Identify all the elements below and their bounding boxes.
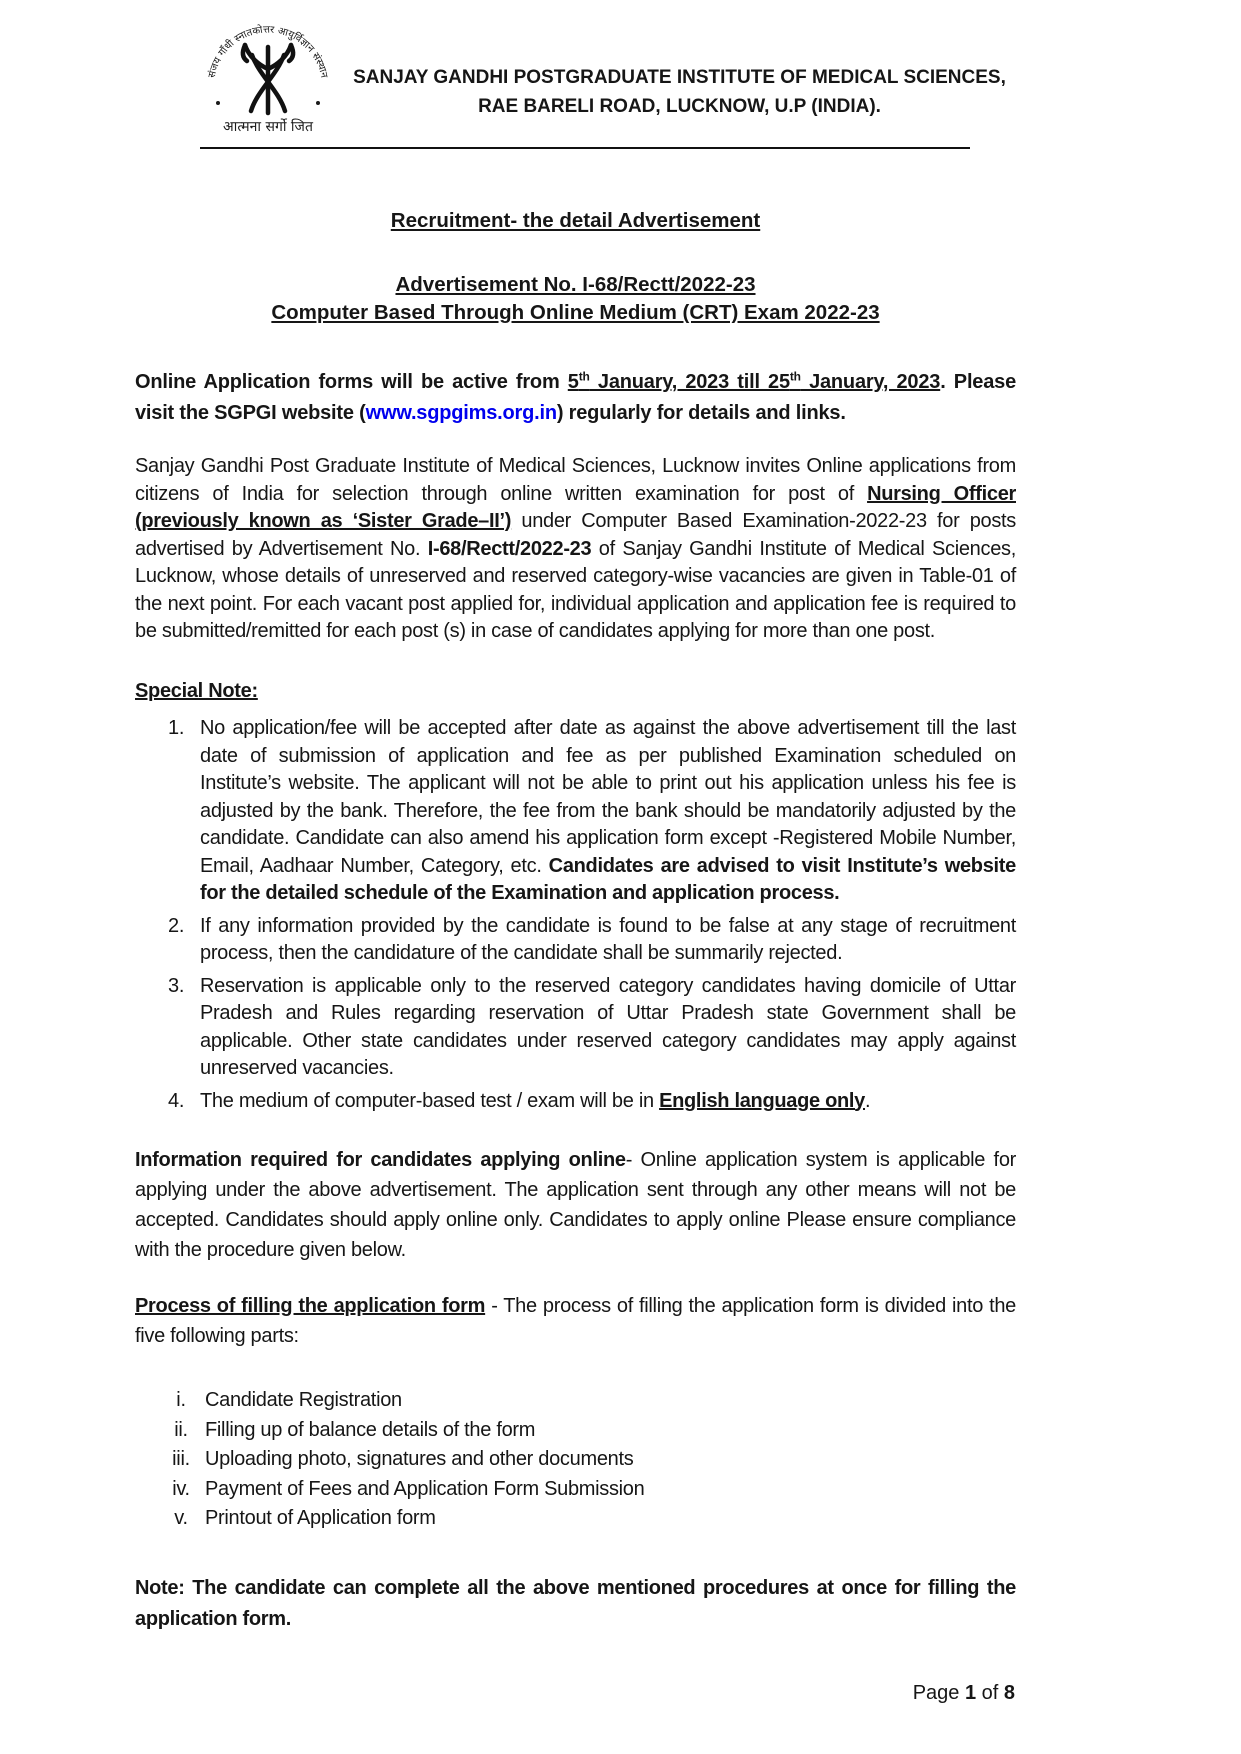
step-number: iii. [172, 1448, 190, 1470]
special-note-item-3 [135, 973, 1016, 1083]
bold-advice-text: Candidates are advised to visit Institute’s website for the detailed schedule of the Examination and application process. [200, 854, 1016, 904]
list-item-text: If any information provided by the candidate is found to be false at any stage of recruitment process, then the candidature of the candidate shall be summarily rejected. [200, 914, 1016, 964]
superscript-th: th [789, 369, 801, 384]
list-number: 1. [168, 717, 185, 739]
step-label: Uploading photo, signatures and other documents [205, 1448, 634, 1470]
step-number: i. [176, 1389, 186, 1411]
nursing-officer-post: Nursing Officer (previously known as ‘Sister Grade–II’) [135, 482, 1016, 532]
list-number: 3. [168, 974, 185, 997]
logo-motto-text: आत्मना सर्गो जित [223, 119, 313, 135]
list-number: 2. [168, 914, 185, 937]
total-page-count: 8 [1003, 1682, 1015, 1704]
document-title: Recruitment- the detail Advertisement [390, 209, 761, 232]
step-label: Printout of Application form [205, 1507, 436, 1529]
date-range-underlined: 5th January, 2023 till 25th January, 2023 [567, 369, 941, 393]
document-header [135, 15, 1016, 137]
final-note-paragraph: Note: The candidate can complete all the above mentioned procedures at once for filling the application form. [135, 1576, 1016, 1630]
institute-name-block [343, 63, 1016, 121]
sgpgi-emblem-logo [193, 15, 343, 137]
step-item-1 [135, 1387, 1016, 1415]
application-dates-paragraph: Online Application forms will be active from 5th January, 2023 till 25th January, 2023. Please visit the SGPGI website (www.sgpgims.org.in) regularly for details and links. [135, 369, 1016, 424]
superscript-th: th [578, 369, 590, 384]
list-item-text: Reservation is applicable only to the reserved category candidates having domicile of Uttar Pradesh and Rules regarding reservation of Uttar Pradesh state Government shall be applicable. Other state candidates under reserved category candidates may apply against unreserved vacancies. [200, 974, 1016, 1079]
information-required-label: Information required for candidates applying online [135, 1149, 626, 1171]
sgpgi-website-link[interactable]: www.sgpgims.org.in [365, 402, 557, 424]
exam-name-heading: Computer Based Through Online Medium (CRT) Exam 2022-23 [271, 301, 880, 324]
intro-text: Online Application forms will be active from [135, 371, 568, 393]
information-required-paragraph: Information required for candidates applying online- Online application system is applicable for applying under the above advertisement. The application sent through any other means will not be accepted. Candidates should apply online only. Candidates to apply online Please ensure compliance with the procedure given below. [135, 1149, 1016, 1261]
step-item-2 [135, 1417, 1016, 1445]
current-page-number: 1 [964, 1682, 977, 1704]
step-label: Filling up of balance details of the form [205, 1418, 536, 1441]
step-label: Candidate Registration [205, 1389, 402, 1411]
step-item-4 [135, 1476, 1016, 1504]
step-label: Payment of Fees and Application Form Submission [205, 1477, 645, 1500]
logo-arc-text: संजय गाँधी स्नातकोत्तर आयुर्विज्ञान संस्थान [206, 24, 330, 79]
special-note-heading: Special Note: [135, 679, 258, 702]
process-of-filling-paragraph: Process of filling the application form - The process of filling the application form is divided into the five following parts: [135, 1295, 1016, 1347]
sgpgi-emblem-icon [193, 15, 343, 137]
special-note-item-4 [135, 1088, 1016, 1116]
step-item-3 [135, 1446, 1016, 1474]
logo-monogram [243, 45, 293, 113]
header-divider-line [200, 147, 970, 149]
list-number: 4. [168, 1089, 185, 1112]
process-of-filling-label: Process of filling the application form [135, 1295, 486, 1317]
step-number: iv. [172, 1477, 190, 1500]
step-item-5 [135, 1505, 1016, 1533]
institute-name-line: SANJAY GANDHI POSTGRADUATE INSTITUTE OF MEDICAL SCIENCES, [353, 67, 1006, 88]
list-item-text: No application/fee will be accepted after date as against the above advertisement till the last date of submission of application and fee as per published Examination scheduled on Institute’s website. The applicant will not be able to print out his application unless his fee is adjusted by the bank. Therefore, the fee from the bank should be mandatorily adjusted by the candidate. Candidate can also amend his application form except -Registered Mobile Number, Email, Aadhaar Number, Category, etc. Candidates are advised to visit Institute’s website for the detailed schedule of the Examination and application process. [200, 717, 1016, 904]
application-steps-list [135, 1387, 1016, 1533]
invitation-paragraph: Sanjay Gandhi Post Graduate Institute of Medical Sciences, Lucknow invites Online applications from citizens of India for selection through online written examination for post of Nursing Officer (previously known as ‘Sister Grade–II’) under Computer Based Examination-2022-23 for posts advertised by Advertisement No. I-68/Rectt/2022-23 of Sanjay Gandhi Institute of Medical Sciences, Lucknow, whose details of unreserved and reserved category-wise vacancies are given in Table-01 of the next point. For each vacant post applied for, individual application and application fee is required to be submitted/remitted for each post (s) in case of candidates applying for more than one post. [135, 455, 1017, 642]
special-note-item-2 [135, 913, 1016, 968]
english-language-only: English language only [659, 1089, 866, 1112]
page-number-footer: Page 1 of 8 [912, 1682, 1015, 1704]
special-note-item-1 [135, 715, 1016, 908]
step-number: ii. [174, 1418, 188, 1441]
institute-address-line: RAE BARELI ROAD, LUCKNOW, U.P (INDIA). [478, 96, 881, 117]
list-item-text: The medium of computer-based test / exam will be in English language only. [200, 1089, 871, 1112]
advertisement-number-inline: I-68/Rectt/2022-23 [427, 537, 592, 560]
step-number: v. [174, 1507, 188, 1529]
advertisement-number-heading: Advertisement No. I-68/Rectt/2022-23 [395, 273, 756, 296]
